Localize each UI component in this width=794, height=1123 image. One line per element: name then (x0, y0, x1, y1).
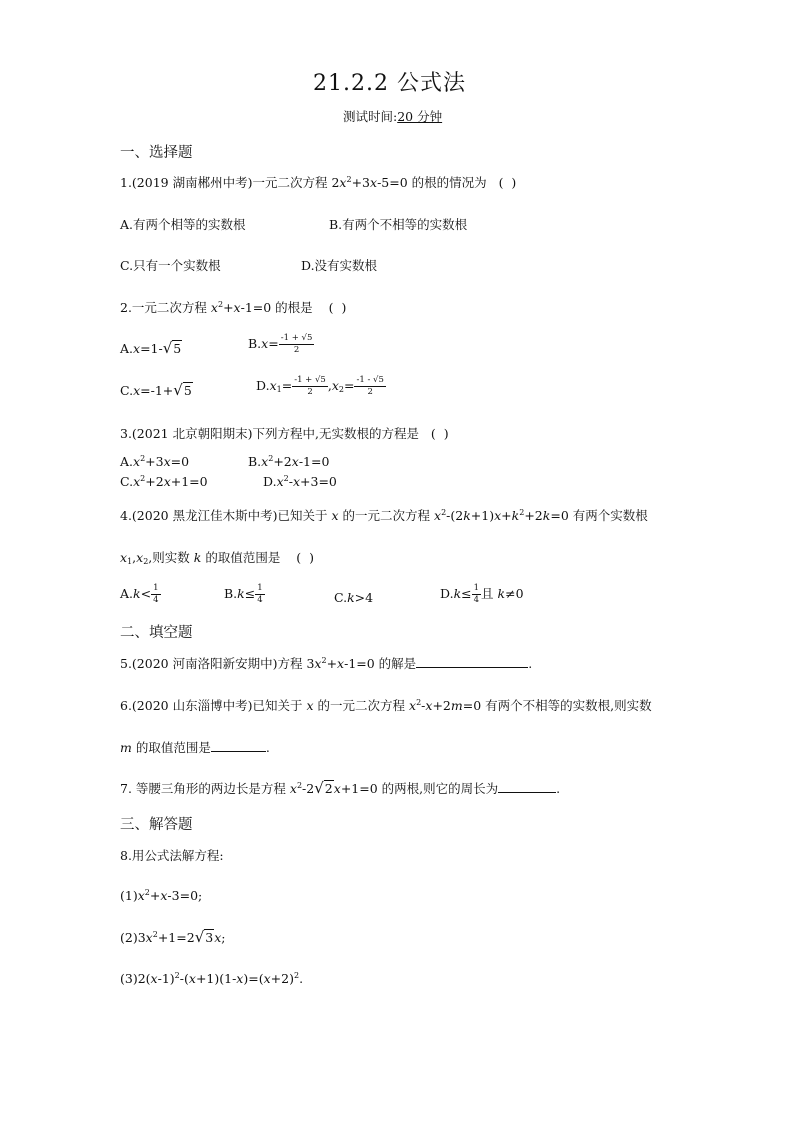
q2-option-c: C.x=-1+√5 (120, 381, 192, 399)
fraction: $\frac{-1 - √5}{2}$ (356, 375, 384, 397)
q3-option-a: $A.x^2+3x=0$ (120, 454, 190, 469)
q1-option-a: A.有两个相等的实数根 (120, 217, 246, 232)
q1-option-c: C.只有一个实数根 (120, 258, 221, 273)
q2-option-b: B.x= $\frac{-1 + √5}{2}$ (248, 333, 313, 355)
sqrt-symbol: √5 (162, 339, 182, 357)
question-1: 1.(2019 湖南郴州中考)一元二次方程 $2x^2+3x-5=0$ 的根的情况为 ( ) (120, 175, 519, 190)
answer-blank[interactable] (211, 740, 266, 752)
question-6-line2: m 的取值范围是 . (120, 740, 270, 755)
fraction: $\frac{-1 + √5}{2}$ (280, 333, 313, 355)
question-4-line2: $x_1,x_2$,则实数 k 的取值范围是 ( ) (120, 550, 316, 566)
test-time-value: 20 分钟 (397, 109, 443, 124)
question-4: 4.(2020 黑龙江佳木斯中考)已知关于 x 的一元二次方程 $x^2-(2k+1)x+k^2+2k=0$ 有两个实数根 (120, 508, 648, 523)
fraction: $\frac{-1 + √5}{2}$ (294, 375, 326, 397)
q2-option-a: A.x=1-√5 (120, 339, 182, 357)
sqrt-symbol: √2 (314, 779, 333, 797)
q4-option-a: A.k< $\frac{1}{4}$ (120, 583, 159, 605)
q3-option-b: $B.x^2+2x-1=0$ (248, 454, 330, 469)
question-8: 8.用公式法解方程: (120, 848, 224, 863)
q1-option-b: B.有两个不相等的实数根 (329, 217, 468, 232)
q8-part-3: $(3)2(x-1)^2-(x+1)(1-x)=(x+2)^2$. (120, 971, 304, 986)
section-heading-fill: 二、填空题 (120, 625, 193, 641)
question-3: 3.(2021 北京朝阳期末)下列方程中,无实数根的方程是 ( ) (120, 426, 451, 441)
q8-part-2: $(2)3x^2+1=2√3x$; (120, 928, 226, 946)
section-heading-solve: 三、解答题 (120, 817, 193, 833)
section-heading-choice: 一、选择题 (120, 145, 193, 161)
question-6: 6.(2020 山东淄博中考)已知关于 x 的一元二次方程 $x^2-x+2m=0$ 有两个不相等的实数根,则实数 (120, 698, 652, 713)
q3-option-d: $D.x^2-x+3=0$ (263, 474, 337, 489)
fraction: $\frac{1}{4}$ (473, 583, 480, 605)
fraction: $\frac{1}{4}$ (153, 583, 159, 605)
sqrt-symbol: √3 (194, 928, 214, 946)
q4-option-d: D.k≤ $\frac{1}{4}$ 且 k≠0 (440, 583, 524, 605)
q1-option-d: D.没有实数根 (301, 258, 378, 273)
answer-blank[interactable] (416, 656, 528, 668)
fraction: $\frac{1}{4}$ (257, 583, 263, 605)
question-5: 5.(2020 河南洛阳新安期中)方程 $3x^2+x-1=0$ 的解是 . (120, 656, 533, 671)
question-7: 7. 等腰三角形的两边长是方程 $x^2-2√2x+1=0$ 的两根,则它的周长为 . (120, 779, 561, 797)
sqrt-symbol: √5 (173, 381, 192, 399)
q4-option-b: B.k≤ $\frac{1}{4}$ (224, 583, 263, 605)
q3-option-c: $C.x^2+2x+1=0$ (120, 474, 208, 489)
page-title: 21.2.2 公式法 (313, 71, 466, 96)
q2-option-d: $D.x_1=$ $\frac{-1 + √5}{2}$ $,x_2=$ $\frac{-1 - √5}{2}$ (256, 375, 384, 397)
test-time-label: 测试时间: (343, 109, 398, 124)
q4-option-c: C.k>4 (334, 590, 374, 605)
question-2: 2.一元二次方程 $x^2+x-1=0$ 的根是 ( ) (120, 300, 349, 315)
q8-part-1: $(1)x^2+x-3=0$; (120, 888, 203, 903)
answer-blank[interactable] (498, 781, 556, 793)
test-time (343, 107, 442, 125)
